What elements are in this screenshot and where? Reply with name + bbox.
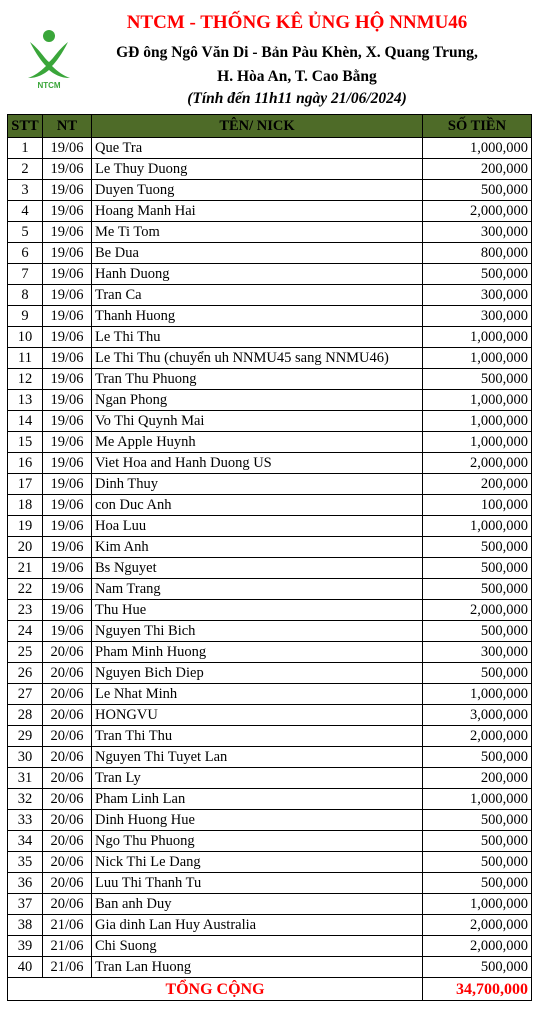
row-name: Le Thuy Duong <box>92 159 423 180</box>
table-row <box>8 642 532 663</box>
row-amount: 500,000 <box>423 558 532 579</box>
row-name: Bs Nguyet <box>92 558 423 579</box>
row-amount: 500,000 <box>423 579 532 600</box>
row-amount: 2,000,000 <box>423 726 532 747</box>
table-header-row <box>8 115 532 138</box>
table-row <box>8 621 532 642</box>
row-amount: 500,000 <box>423 663 532 684</box>
table-row <box>8 558 532 579</box>
row-name: Dinh Thuy <box>92 474 423 495</box>
row-amount: 2,000,000 <box>423 936 532 957</box>
table-row <box>8 936 532 957</box>
row-name: Hoang Manh Hai <box>92 201 423 222</box>
row-date: 19/06 <box>43 201 92 222</box>
row-amount: 200,000 <box>423 159 532 180</box>
total-row <box>8 978 532 1001</box>
row-name: Luu Thi Thanh Tu <box>92 873 423 894</box>
row-name: Duyen Tuong <box>92 180 423 201</box>
row-amount: 1,000,000 <box>423 348 532 369</box>
row-amount: 300,000 <box>423 222 532 243</box>
row-name: Hanh Duong <box>92 264 423 285</box>
row-stt: 37 <box>8 894 43 915</box>
row-stt: 8 <box>8 285 43 306</box>
row-stt: 13 <box>8 390 43 411</box>
row-amount: 500,000 <box>423 873 532 894</box>
row-date: 20/06 <box>43 894 92 915</box>
table-row <box>8 222 532 243</box>
total-amount: 34,700,000 <box>423 978 532 1001</box>
row-date: 19/06 <box>43 222 92 243</box>
row-amount: 500,000 <box>423 180 532 201</box>
table-row <box>8 663 532 684</box>
table-row <box>8 852 532 873</box>
row-stt: 39 <box>8 936 43 957</box>
row-amount: 500,000 <box>423 369 532 390</box>
row-amount: 1,000,000 <box>423 390 532 411</box>
row-name: Ban anh Duy <box>92 894 423 915</box>
row-amount: 2,000,000 <box>423 915 532 936</box>
row-amount: 300,000 <box>423 642 532 663</box>
row-amount: 1,000,000 <box>423 789 532 810</box>
row-stt: 14 <box>8 411 43 432</box>
row-stt: 38 <box>8 915 43 936</box>
row-date: 19/06 <box>43 516 92 537</box>
table-row <box>8 768 532 789</box>
row-name: Que Tra <box>92 138 423 159</box>
row-name: Nguyen Thi Bich <box>92 621 423 642</box>
row-amount: 300,000 <box>423 285 532 306</box>
table-row <box>8 369 532 390</box>
row-date: 19/06 <box>43 390 92 411</box>
row-name: Gia dinh Lan Huy Australia <box>92 915 423 936</box>
table-row <box>8 915 532 936</box>
table-row <box>8 474 532 495</box>
table-row <box>8 600 532 621</box>
row-date: 19/06 <box>43 579 92 600</box>
row-stt: 33 <box>8 810 43 831</box>
column-header-nt: NT <box>43 115 92 138</box>
row-name: Vo Thi Quynh Mai <box>92 411 423 432</box>
row-stt: 20 <box>8 537 43 558</box>
row-date: 20/06 <box>43 831 92 852</box>
table-row <box>8 894 532 915</box>
row-name: Kim Anh <box>92 537 423 558</box>
row-stt: 11 <box>8 348 43 369</box>
row-stt: 25 <box>8 642 43 663</box>
table-row <box>8 873 532 894</box>
row-amount: 500,000 <box>423 264 532 285</box>
cutoff-time-note: (Tính đến 11h11 ngày 21/06/2024) <box>187 90 407 107</box>
row-amount: 500,000 <box>423 957 532 978</box>
table-row <box>8 159 532 180</box>
row-date: 19/06 <box>43 411 92 432</box>
row-name: Pham Linh Lan <box>92 789 423 810</box>
table-row <box>8 684 532 705</box>
row-name: Thanh Huong <box>92 306 423 327</box>
column-header-name: TÊN/ NICK <box>92 115 423 138</box>
row-name: Viet Hoa and Hanh Duong US <box>92 453 423 474</box>
row-name: Hoa Luu <box>92 516 423 537</box>
row-date: 19/06 <box>43 306 92 327</box>
table-row <box>8 348 532 369</box>
row-name: Thu Hue <box>92 600 423 621</box>
address-line-2: H. Hòa An, T. Cao Bằng <box>217 68 377 85</box>
row-stt: 2 <box>8 159 43 180</box>
row-date: 19/06 <box>43 243 92 264</box>
row-name: Ngan Phong <box>92 390 423 411</box>
row-name: Nguyen Thi Tuyet Lan <box>92 747 423 768</box>
table-row <box>8 453 532 474</box>
sheet-title: NTCM - THỐNG KÊ ỦNG HỘ NNMU46 <box>126 12 468 33</box>
row-name: HONGVU <box>92 705 423 726</box>
table-row <box>8 789 532 810</box>
row-date: 19/06 <box>43 264 92 285</box>
row-amount: 200,000 <box>423 768 532 789</box>
row-amount: 1,000,000 <box>423 411 532 432</box>
row-stt: 18 <box>8 495 43 516</box>
row-stt: 34 <box>8 831 43 852</box>
row-amount: 1,000,000 <box>423 894 532 915</box>
row-date: 20/06 <box>43 726 92 747</box>
row-date: 19/06 <box>43 453 92 474</box>
row-name: Le Thi Thu <box>92 327 423 348</box>
row-date: 20/06 <box>43 852 92 873</box>
row-amount: 800,000 <box>423 243 532 264</box>
row-stt: 32 <box>8 789 43 810</box>
row-stt: 35 <box>8 852 43 873</box>
column-header-stt: STT <box>8 115 43 138</box>
table-row <box>8 411 532 432</box>
row-amount: 2,000,000 <box>423 201 532 222</box>
table-body <box>8 138 532 978</box>
row-stt: 16 <box>8 453 43 474</box>
donation-table <box>7 114 532 1001</box>
row-stt: 36 <box>8 873 43 894</box>
table-row <box>8 705 532 726</box>
row-amount: 1,000,000 <box>423 138 532 159</box>
row-name: Nam Trang <box>92 579 423 600</box>
row-date: 20/06 <box>43 642 92 663</box>
row-amount: 1,000,000 <box>423 327 532 348</box>
row-stt: 29 <box>8 726 43 747</box>
table-row <box>8 243 532 264</box>
row-date: 19/06 <box>43 474 92 495</box>
row-date: 19/06 <box>43 327 92 348</box>
row-name: Le Nhat Minh <box>92 684 423 705</box>
row-name: Tran Thi Thu <box>92 726 423 747</box>
row-date: 19/06 <box>43 495 92 516</box>
row-amount: 2,000,000 <box>423 600 532 621</box>
row-stt: 19 <box>8 516 43 537</box>
row-date: 19/06 <box>43 537 92 558</box>
row-amount: 500,000 <box>423 831 532 852</box>
row-amount: 1,000,000 <box>423 432 532 453</box>
row-amount: 200,000 <box>423 474 532 495</box>
table-row <box>8 747 532 768</box>
row-name: con Duc Anh <box>92 495 423 516</box>
row-amount: 500,000 <box>423 747 532 768</box>
table-row <box>8 831 532 852</box>
row-date: 20/06 <box>43 768 92 789</box>
table-row <box>8 306 532 327</box>
row-amount: 500,000 <box>423 621 532 642</box>
row-stt: 23 <box>8 600 43 621</box>
table-row <box>8 495 532 516</box>
row-stt: 40 <box>8 957 43 978</box>
row-amount: 500,000 <box>423 852 532 873</box>
row-stt: 21 <box>8 558 43 579</box>
row-amount: 500,000 <box>423 537 532 558</box>
row-stt: 24 <box>8 621 43 642</box>
table-row <box>8 516 532 537</box>
row-amount: 2,000,000 <box>423 453 532 474</box>
row-amount: 1,000,000 <box>423 516 532 537</box>
row-amount: 100,000 <box>423 495 532 516</box>
row-name: Tran Thu Phuong <box>92 369 423 390</box>
table-row <box>8 390 532 411</box>
row-name: Me Ti Tom <box>92 222 423 243</box>
row-stt: 10 <box>8 327 43 348</box>
row-date: 19/06 <box>43 285 92 306</box>
row-name: Be Dua <box>92 243 423 264</box>
row-date: 19/06 <box>43 180 92 201</box>
column-header-amount: SỐ TIỀN <box>423 115 532 138</box>
row-stt: 15 <box>8 432 43 453</box>
row-stt: 9 <box>8 306 43 327</box>
row-stt: 31 <box>8 768 43 789</box>
row-stt: 12 <box>8 369 43 390</box>
row-date: 20/06 <box>43 705 92 726</box>
row-stt: 27 <box>8 684 43 705</box>
row-name: Tran Ca <box>92 285 423 306</box>
row-name: Dinh Huong Hue <box>92 810 423 831</box>
row-name: Tran Lan Huong <box>92 957 423 978</box>
row-date: 19/06 <box>43 558 92 579</box>
row-date: 19/06 <box>43 432 92 453</box>
row-date: 19/06 <box>43 159 92 180</box>
row-amount: 3,000,000 <box>423 705 532 726</box>
row-stt: 5 <box>8 222 43 243</box>
row-name: Tran Ly <box>92 768 423 789</box>
address-line-1: GĐ ông Ngô Văn Di - Bản Pàu Khèn, X. Quang Trung, <box>116 44 478 61</box>
row-name: Chi Suong <box>92 936 423 957</box>
row-stt: 26 <box>8 663 43 684</box>
row-date: 20/06 <box>43 747 92 768</box>
row-name: Pham Minh Huong <box>92 642 423 663</box>
table-row <box>8 579 532 600</box>
table-row <box>8 180 532 201</box>
row-stt: 1 <box>8 138 43 159</box>
row-date: 19/06 <box>43 600 92 621</box>
row-date: 20/06 <box>43 663 92 684</box>
row-date: 21/06 <box>43 915 92 936</box>
table-row <box>8 537 532 558</box>
sheet-header <box>0 0 534 114</box>
row-stt: 3 <box>8 180 43 201</box>
table-row <box>8 810 532 831</box>
row-amount: 500,000 <box>423 810 532 831</box>
row-date: 20/06 <box>43 810 92 831</box>
row-stt: 7 <box>8 264 43 285</box>
row-date: 19/06 <box>43 621 92 642</box>
table-row <box>8 957 532 978</box>
row-date: 20/06 <box>43 789 92 810</box>
row-name: Nguyen Bich Diep <box>92 663 423 684</box>
row-amount: 300,000 <box>423 306 532 327</box>
row-amount: 1,000,000 <box>423 684 532 705</box>
row-name: Nick Thi Le Dang <box>92 852 423 873</box>
table-row <box>8 201 532 222</box>
row-date: 21/06 <box>43 957 92 978</box>
table-row <box>8 285 532 306</box>
table-row <box>8 327 532 348</box>
table-row <box>8 138 532 159</box>
table-row <box>8 726 532 747</box>
row-date: 19/06 <box>43 348 92 369</box>
row-date: 19/06 <box>43 369 92 390</box>
row-date: 20/06 <box>43 684 92 705</box>
row-stt: 30 <box>8 747 43 768</box>
row-name: Le Thi Thu (chuyển uh NNMU45 sang NNMU46) <box>92 348 423 369</box>
row-stt: 22 <box>8 579 43 600</box>
total-label: TỔNG CỘNG <box>8 978 423 1001</box>
row-stt: 17 <box>8 474 43 495</box>
table-row <box>8 264 532 285</box>
row-name: Me Apple Huynh <box>92 432 423 453</box>
row-stt: 28 <box>8 705 43 726</box>
row-stt: 4 <box>8 201 43 222</box>
row-stt: 6 <box>8 243 43 264</box>
logo-text: NTCM <box>37 81 61 90</box>
row-date: 20/06 <box>43 873 92 894</box>
row-date: 21/06 <box>43 936 92 957</box>
row-date: 19/06 <box>43 138 92 159</box>
row-name: Ngo Thu Phuong <box>92 831 423 852</box>
table-row <box>8 432 532 453</box>
